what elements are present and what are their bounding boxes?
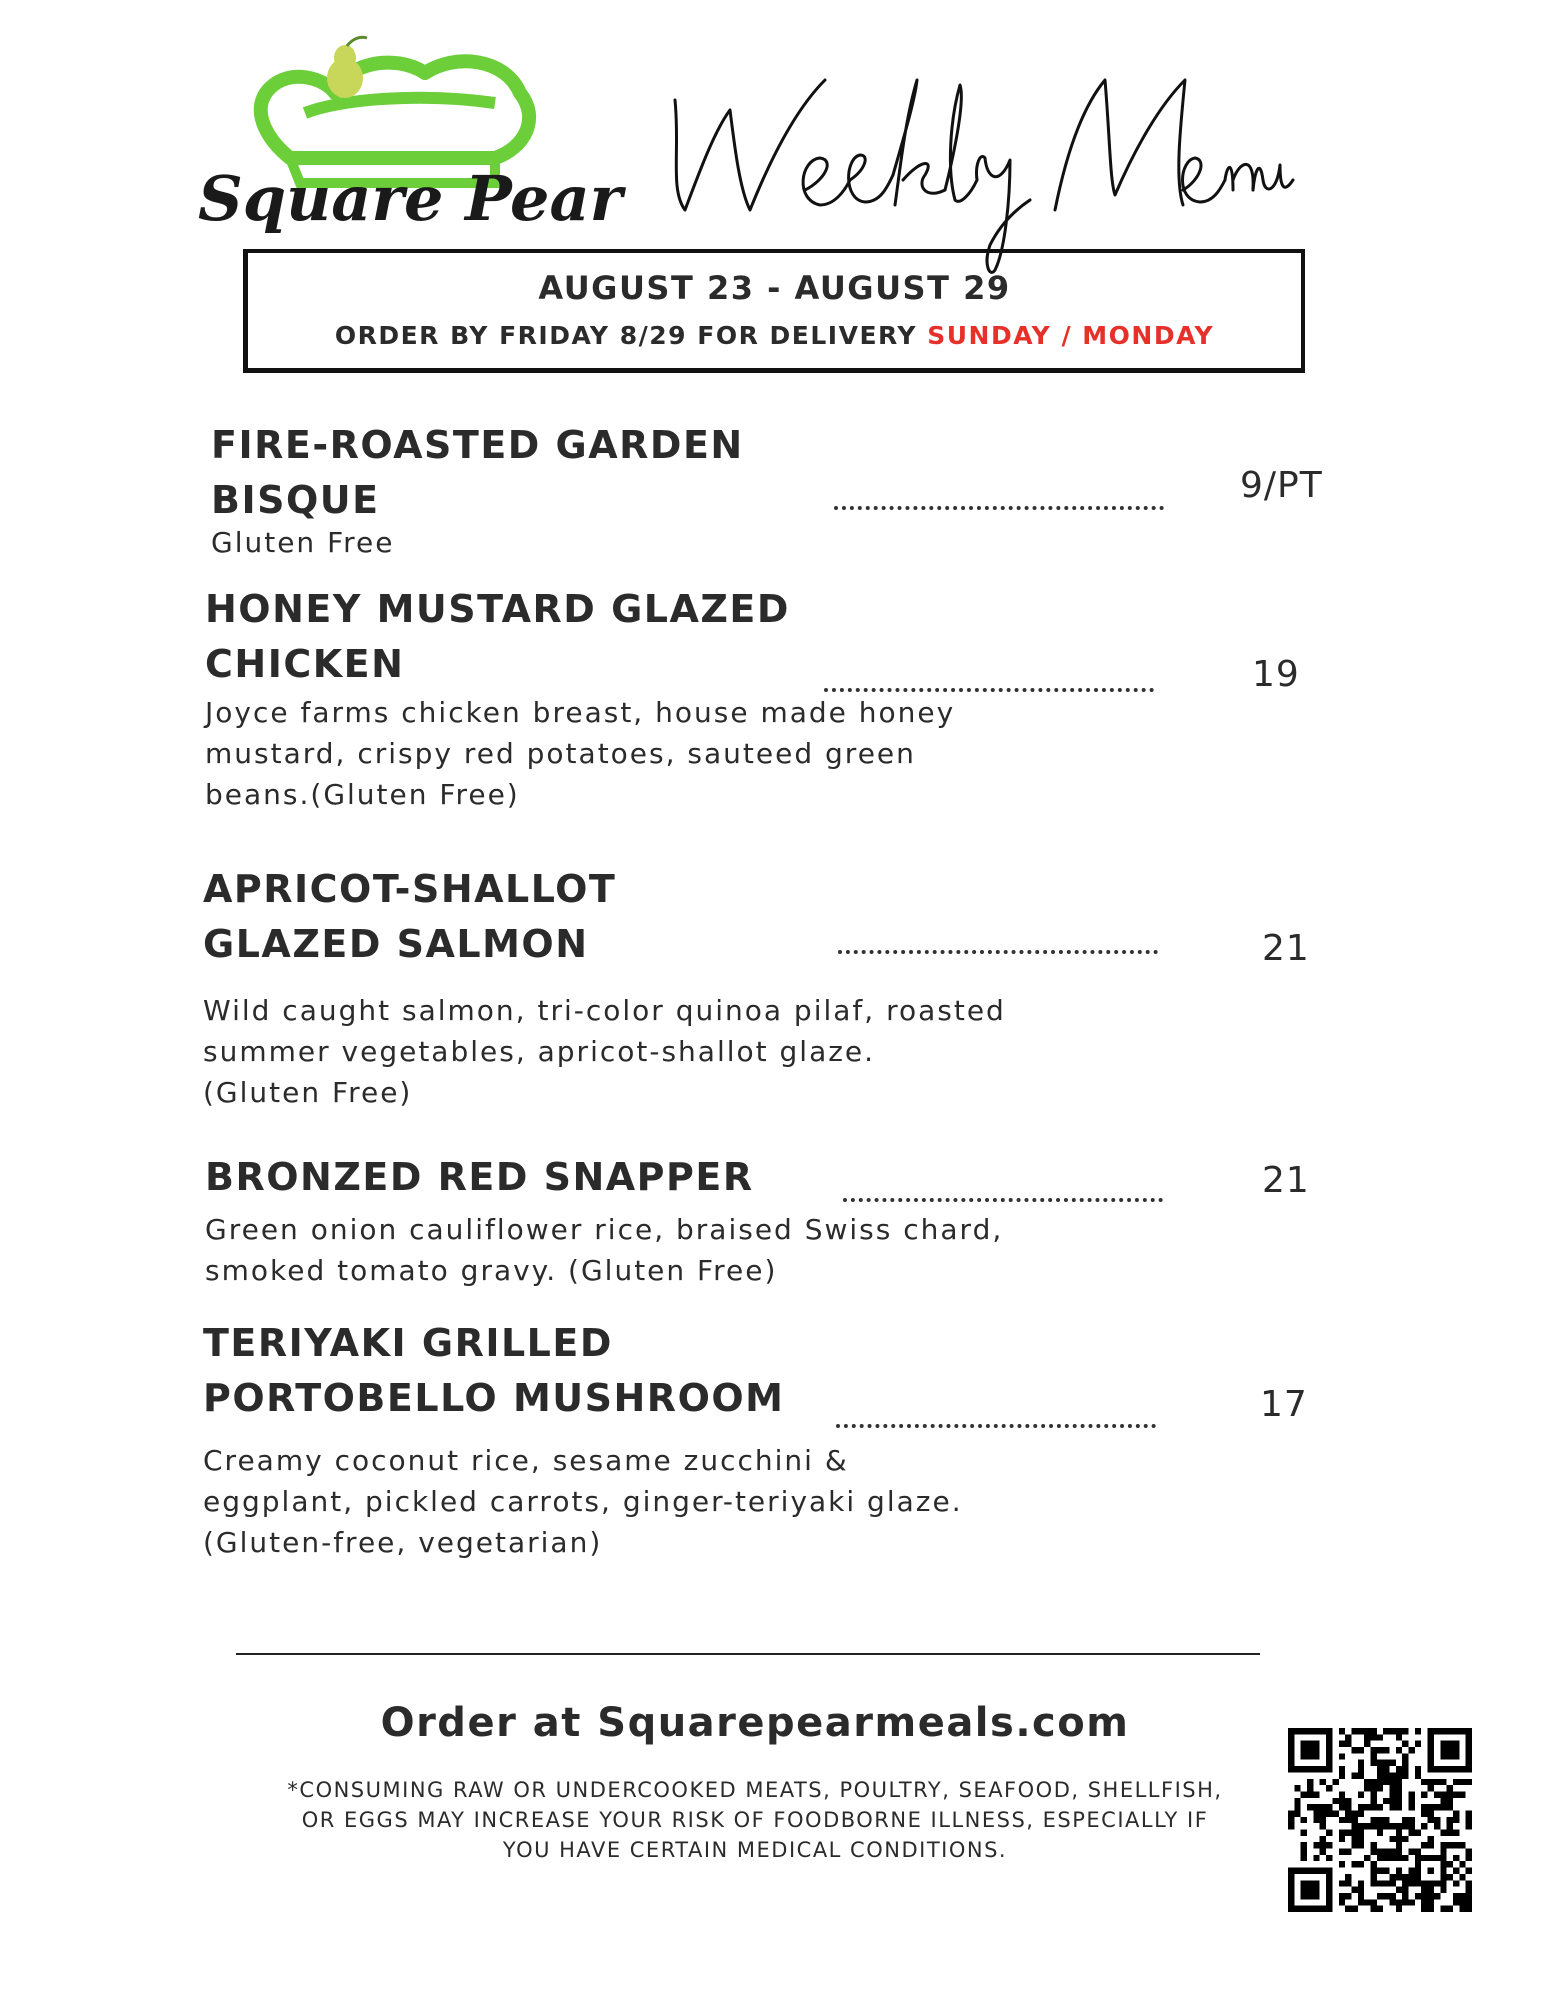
menu-item xyxy=(211,418,744,563)
item-name-line: CHICKEN xyxy=(205,642,405,686)
menu-item xyxy=(205,582,955,815)
item-name xyxy=(203,862,1006,972)
item-desc-line: smoked tomato gravy. (Gluten Free) xyxy=(205,1254,778,1287)
item-desc-line: Joyce farms chicken breast, house made honey xyxy=(205,696,956,729)
item-name xyxy=(205,1150,1003,1205)
item-description xyxy=(203,990,1006,1113)
disclaimer-line: OR EGGS MAY INCREASE YOUR RISK OF FOODBORNE ILLNESS, ESPECIALLY IF xyxy=(301,1808,1209,1832)
qr-code[interactable] xyxy=(1288,1728,1472,1912)
delivery-days: SUNDAY / MONDAY xyxy=(927,321,1215,350)
disclaimer-line: YOU HAVE CERTAIN MEDICAL CONDITIONS. xyxy=(502,1838,1008,1862)
footer-divider xyxy=(236,1653,1260,1655)
date-box xyxy=(243,249,1305,373)
item-price: 21 xyxy=(1262,1160,1310,1201)
item-name-line: PORTOBELLO MUSHROOM xyxy=(203,1376,785,1420)
order-website: Order at Squarepearmeals.com xyxy=(380,1700,1130,1746)
item-desc-line: (Gluten-free, vegetarian) xyxy=(203,1526,603,1559)
menu-item xyxy=(205,1150,1003,1291)
price-leader xyxy=(834,506,1164,510)
item-price: 19 xyxy=(1252,654,1300,695)
item-price: 17 xyxy=(1260,1384,1308,1425)
item-description xyxy=(205,692,955,815)
item-name-line: GLAZED SALMON xyxy=(203,922,589,966)
price-leader xyxy=(824,688,1154,692)
item-desc-line: summer vegetables, apricot-shallot glaze. xyxy=(203,1035,876,1068)
item-desc-line: Gluten Free xyxy=(211,526,395,559)
item-desc-line: beans.(Gluten Free) xyxy=(205,778,520,811)
item-name-line: FIRE-ROASTED GARDEN xyxy=(211,423,744,467)
item-name xyxy=(203,1316,963,1426)
item-description xyxy=(203,1440,963,1563)
menu-item xyxy=(203,1316,963,1563)
item-name-line: APRICOT-SHALLOT xyxy=(203,867,617,911)
order-deadline-text: ORDER BY FRIDAY 8/29 FOR DELIVERY xyxy=(334,321,928,350)
item-price: 9/PT xyxy=(1240,465,1323,506)
item-desc-line: Wild caught salmon, tri-color quinoa pilaf, roasted xyxy=(203,994,1006,1027)
item-desc-line: (Gluten Free) xyxy=(203,1076,413,1109)
food-safety-disclaimer xyxy=(245,1775,1265,1865)
item-desc-line: eggplant, pickled carrots, ginger-teriyaki glaze. xyxy=(203,1485,963,1518)
price-leader xyxy=(838,950,1158,954)
item-description xyxy=(211,522,744,563)
item-desc-line: Creamy coconut rice, sesame zucchini & xyxy=(203,1444,849,1477)
price-leader xyxy=(836,1424,1156,1428)
date-range: AUGUST 23 - AUGUST 29 xyxy=(538,269,1011,307)
item-price: 21 xyxy=(1262,928,1310,969)
disclaimer-line: *CONSUMING RAW OR UNDERCOOKED MEATS, POULTRY, SEAFOOD, SHELLFISH, xyxy=(287,1778,1223,1802)
item-description xyxy=(205,1209,1003,1291)
item-name-line: BISQUE xyxy=(211,478,380,522)
item-name-line: BRONZED RED SNAPPER xyxy=(205,1155,754,1199)
item-desc-line: Green onion cauliflower rice, braised Swiss chard, xyxy=(205,1213,1004,1246)
item-name-line: HONEY MUSTARD GLAZED xyxy=(205,587,790,631)
menu-item xyxy=(203,862,1006,1113)
order-deadline xyxy=(248,321,1301,350)
item-desc-line: mustard, crispy red potatoes, sauteed green xyxy=(205,737,916,770)
item-name xyxy=(211,418,744,528)
brand-name: Square Pear xyxy=(198,162,623,235)
weekly-menu-script-title xyxy=(655,40,1295,280)
item-name xyxy=(205,582,955,692)
price-leader xyxy=(843,1198,1163,1202)
item-name-line: TERIYAKI GRILLED xyxy=(203,1321,613,1365)
